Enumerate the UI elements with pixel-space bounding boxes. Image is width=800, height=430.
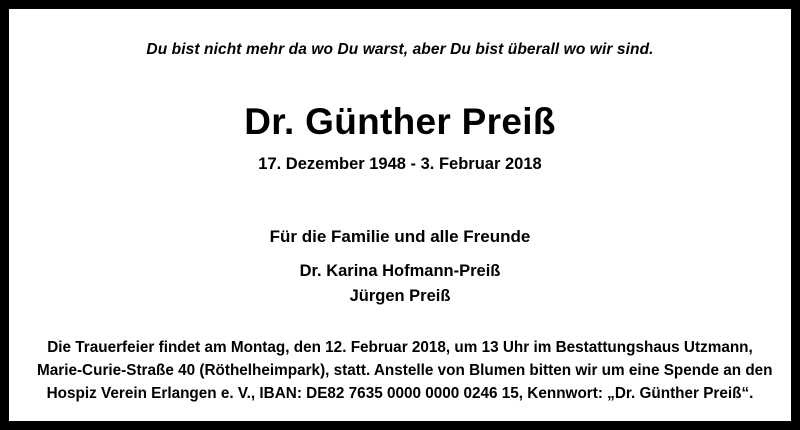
epitaph-text: Du bist nicht mehr da wo Du warst, aber Du bist überall wo wir sind. bbox=[146, 41, 654, 58]
obituary-card bbox=[9, 9, 791, 421]
dedication-text: Für die Familie und alle Freunde bbox=[269, 227, 531, 246]
service-info-line: Marie-Curie-Straße 40 (Röthelheimpark), statt. Anstelle von Blumen bitten wir um eine Spende an den bbox=[37, 362, 773, 379]
service-info bbox=[37, 336, 773, 405]
survivors-list bbox=[9, 259, 791, 309]
service-info-line: Hospiz Verein Erlangen e. V., IBAN: DE82 7635 0000 0000 0246 15, Kennwort: „Dr. Günther Preiß“. bbox=[46, 385, 754, 402]
service-info-line: Die Trauerfeier findet am Montag, den 12. Februar 2018, um 13 Uhr im Bestattungshaus Utzmann, bbox=[47, 339, 753, 356]
deceased-name: Dr. Günther Preiß bbox=[244, 101, 556, 142]
life-dates: 17. Dezember 1948 - 3. Februar 2018 bbox=[258, 155, 542, 173]
list-item: Dr. Karina Hofmann-Preiß bbox=[299, 262, 501, 280]
obituary-content bbox=[9, 9, 791, 421]
list-item: Jürgen Preiß bbox=[349, 287, 451, 305]
